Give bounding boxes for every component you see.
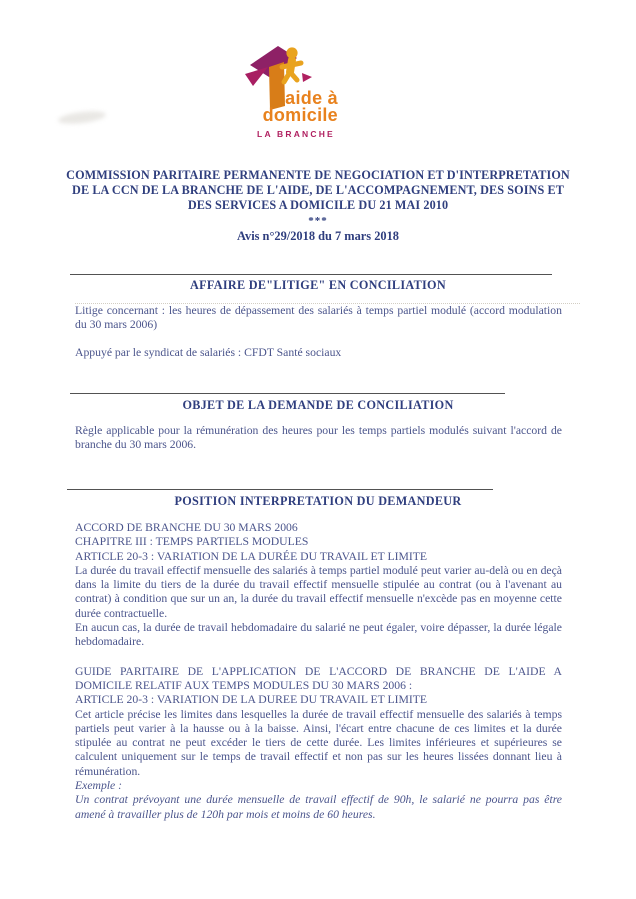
- reference-article: ARTICLE 20-3 : VARIATION DE LA DURÉE DU TRAVAIL ET LIMITE: [75, 549, 428, 563]
- logo-wordmark-line1: aide à: [285, 88, 338, 108]
- guide-paritaire-heading: GUIDE PARITAIRE DE L'APPLICATION DE L'ACCORD DE BRANCHE DE L'AIDE A DOMICILE RELATIF AUX TEMPS MODULES DU 30 MARS 2006 :: [75, 664, 562, 692]
- example-label: Exemple :: [75, 779, 123, 793]
- paragraph-litige: Litige concernant : les heures de dépassement des salariés à temps partiel modulé (accord modulation du 30 mars 2006): [75, 304, 562, 332]
- reference-accord: ACCORD DE BRANCHE DU 30 MARS 2006: [75, 521, 298, 534]
- logo-subtitle: LA BRANCHE: [257, 129, 335, 139]
- brand-logo: [240, 42, 352, 154]
- ornament-stars: ***: [308, 215, 328, 227]
- paragraph-cet-article: Cet article précise les limites dans lesquelles la durée de travail effectif mensuelle des salariés à temps partiels peut varier à la hausse ou à la baisse. Ainsi, l'écart entre chacune de ces limites et la durée stipulée au contrat ne peut excéder le tiers de cette durée. Les limites inférieures et supérieures se calculent uniquement sur le temps de travail effectif et non pas sur les heures lissées donnant lieu à rémunération.: [75, 707, 562, 778]
- title-line-3: DES SERVICES A DOMICILE DU 21 MAI 2010: [187, 197, 449, 212]
- paragraph-duree-travail: La durée du travail effectif mensuelle des salariés à temps partiel modulé peut varier au-delà ou en deçà dans la limite du tiers de la durée du travail effectif mensuelle stipulée au contrat (ou à l'avenant au contrat) à condition que sur un an, la durée du travail effectif mensuelle n'excède pas en moyenne cette durée contractuelle.: [75, 563, 562, 620]
- scan-smudge: [58, 109, 107, 126]
- section-rule-1: [70, 274, 552, 275]
- example-paragraph: Un contrat prévoyant une durée mensuelle de travail effectif de 90h, le salarié ne pourra pas être amené à travailler plus de 120h par mois et moins de 60 heures.: [75, 793, 562, 821]
- paragraph-en-aucun-cas: En aucun cas, la durée de travail hebdomadaire du salarié ne peut égaler, voire dépasser, la durée légale hebdomadaire.: [75, 621, 562, 649]
- paragraph-regle: Règle applicable pour la rémunération des heures pour les temps partiels modulés suivant l'accord de branche du 30 mars 2006.: [75, 424, 562, 452]
- section-heading-objet: OBJET DE LA DEMANDE DE CONCILIATION: [182, 398, 454, 412]
- avis-number-line: Avis n°29/2018 du 7 mars 2018: [236, 229, 400, 243]
- section-rule-2: [70, 393, 505, 394]
- position-body: [75, 521, 562, 822]
- section-heading-position: POSITION INTERPRETATION DU DEMANDEUR: [174, 494, 462, 508]
- document-title: [0, 168, 636, 212]
- section-heading-affaire: AFFAIRE DE"LITIGE" EN CONCILIATION: [190, 278, 446, 292]
- title-line-2: DE LA CCN DE LA BRANCHE DE L'AIDE, DE L'ACCOMPAGNEMENT, DES SOINS ET: [72, 182, 564, 197]
- section-rule-3: [67, 489, 493, 490]
- logo-wordmark-line2: domicile: [262, 105, 338, 125]
- guide-article: ARTICLE 20-3 : VARIATION DE LA DUREE DU TRAVAIL ET LIMITE: [75, 693, 428, 707]
- title-line-1: COMMISSION PARITAIRE PERMANENTE DE NEGOCIATION ET D'INTERPRETATION: [66, 168, 570, 182]
- reference-chapitre: CHAPITRE III : TEMPS PARTIELS MODULES: [75, 535, 309, 549]
- paragraph-syndicat: Appuyé par le syndicat de salariés : CFDT Santé sociaux: [75, 346, 342, 359]
